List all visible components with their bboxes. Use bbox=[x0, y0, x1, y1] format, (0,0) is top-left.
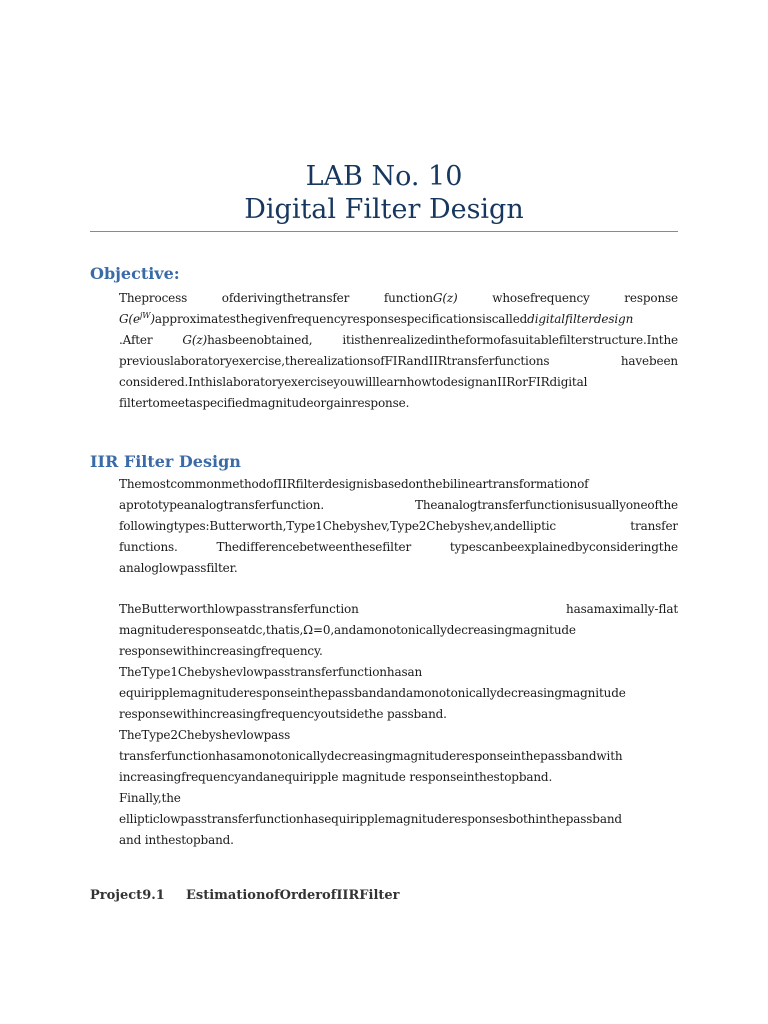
iir-paragraph-1 bbox=[119, 474, 678, 579]
iir-paragraph-2 bbox=[119, 599, 678, 851]
iir-line: transferfunctionhasamonotonicallydecreasingmagnituderesponseinthepassbandwith bbox=[119, 749, 623, 763]
iir-line: responsewithincreasingfrequency. bbox=[119, 644, 323, 658]
objective-line: filtertomeetaspecifiedmagnitudeorgainresponse. bbox=[119, 396, 410, 410]
iir-line: increasingfrequencyandanequiripple magnitude responseinthestopband. bbox=[119, 770, 553, 784]
iir-line: aprototypeanalogtransferfunction. Theanalogtransferfunctionisusuallyoneofthe bbox=[119, 498, 678, 512]
lab-subtitle: Digital Filter Design bbox=[244, 194, 524, 225]
objective-paragraph bbox=[119, 288, 678, 414]
objective-line: Theprocess ofderivingthetransfer functionG(z) whosefrequency response bbox=[119, 291, 678, 305]
objective-line: considered.InthislaboratoryexerciseyouwilllearnhowtodesignanIIRorFIRdigital bbox=[119, 375, 588, 389]
project-number: Project9.1 bbox=[90, 888, 165, 903]
iir-line: functions. Thedifferencebetweenthesefilter typescanbeexplainedbyconsideringthe bbox=[119, 540, 678, 554]
objective-line: previouslaboratoryexercise,therealizationsofFIRandIIRtransferfunctions havebeen bbox=[119, 354, 678, 368]
iir-line: and inthestopband. bbox=[119, 833, 234, 847]
iir-line: magnituderesponseatdc,thatis,Ω=0,andamonotonicallydecreasingmagnitude bbox=[119, 623, 576, 637]
iir-line: Finally,the bbox=[119, 791, 181, 805]
iir-line: responsewithincreasingfrequencyoutsidethe passband. bbox=[119, 707, 447, 721]
iir-line: followingtypes:Butterworth,Type1Chebyshev,Type2Chebyshev,andelliptic transfer bbox=[119, 519, 678, 533]
iir-line: TheType2Chebyshevlowpass bbox=[119, 728, 291, 742]
iir-line: TheType1Chebyshevlowpasstransferfunctionhasan bbox=[119, 665, 423, 679]
iir-heading: IIR Filter Design bbox=[90, 452, 241, 471]
iir-line: TheButterworthlowpasstransferfunction hasamaximally-flat bbox=[119, 602, 678, 616]
lab-title: LAB No. 10 bbox=[305, 161, 463, 192]
title-divider bbox=[90, 231, 678, 232]
iir-line: ellipticlowpasstransferfunctionhasequiripplemagnituderesponsesbothinthepassband bbox=[119, 812, 622, 826]
objective-line: $G(e^{jW})approximatesthegivenfrequencyresponsespecificationsiscalleddigitalfilterdesign$ bbox=[119, 311, 634, 326]
iir-line: ThemostcommonmethodofIIRfilterdesignisbasedonthebilineartransformationof bbox=[119, 477, 589, 491]
iir-line: equiripplemagnituderesponseinthepassbandandamonotonicallydecreasingmagnitude bbox=[119, 686, 626, 700]
iir-line: analoglowpassfilter. bbox=[119, 561, 238, 575]
objective-heading: Objective: bbox=[90, 264, 180, 283]
project-title: EstimationofOrderofIIRFilter bbox=[186, 888, 400, 903]
objective-line: .After G(z)hasbeenobtained, itisthenrealizedintheformofasuitablefilterstructure.Inthe bbox=[119, 333, 678, 347]
